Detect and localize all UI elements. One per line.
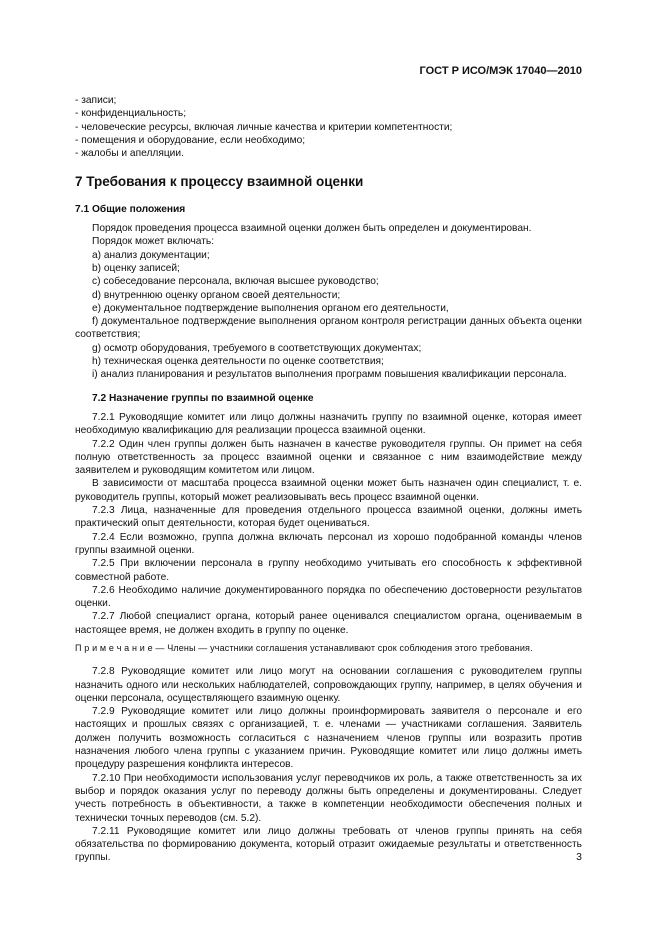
paragraph: 7.2.9 Руководящие комитет или лицо должны проинформировать заявителя о персонале и его настоящих и прошлых связях с организацией, т. е. членами — участниками соглашения. Заявитель должен получить возможность согласиться с назначением членов группы или возразить против назначения любого члена группы с указанием причин. Руководящие комитет или лицо должны иметь процедуру разрешения конфликта интересов. — [75, 706, 582, 771]
paragraph: В зависимости от масштаба процесса взаимной оценки может быть назначен один специалист, т. е. руководитель группы, который может реализовывать весь процесс взаимной оценки. — [75, 478, 582, 503]
list-item: e) документальное подтверждение выполнения органом его деятельности, — [92, 302, 449, 314]
list-item: - записи; — [75, 95, 117, 106]
paragraph: 7.2.8 Руководящие комитет или лицо могут на основании соглашения с руководителем группы назначить одного или нескольких наблюдателей, сопровождающих группу, например, в целях обучения и оценки персонала, осуществляющего взаимную оценку. — [75, 666, 582, 704]
page-number: 3 — [576, 851, 582, 863]
subsection-heading: 7.1 Общие положения — [75, 203, 186, 215]
bullet-list — [75, 94, 582, 160]
paragraph: 7.2.6 Необходимо наличие документированного порядка по обеспечению достоверности результатов оценки. — [75, 584, 582, 610]
page-header: ГОСТ Р ИСО/МЭК 17040—2010 — [419, 65, 582, 77]
note-text: — Члены — участники соглашения устанавливают срок соблюдения этого требования. — [152, 642, 533, 653]
section-heading: 7 Требования к процессу взаимной оценки — [75, 174, 364, 190]
list-item: g) осмотр оборудования, требуемого в соответствующих документах; — [92, 342, 422, 354]
paragraph: 7.2.11 Руководящие комитет или лицо должны требовать от членов группы принять на себя обязательства по формированию документа, который отразит ожидаемые результаты и ответственность группы. — [75, 825, 582, 864]
subsection-heading: 7.2 Назначение группы по взаимной оценке — [92, 392, 314, 404]
enumerated-list — [75, 249, 582, 382]
paragraph: 7.2.1 Руководящие комитет или лицо должны назначить группу по взаимной оценке, которая имеет необходимую квалификацию для реализации процесса взаимной оценки. — [75, 411, 582, 437]
page-content — [75, 94, 582, 865]
list-item: b) оценку записей; — [92, 262, 180, 274]
list-item: - человеческие ресурсы, включая личные качества и критерии компетентности; — [75, 121, 453, 133]
paragraph: 7.2.2 Один член группы должен быть назначен в качестве руководителя группы. Он примет на себя полную ответственность за процесс взаимной оценки и связанное с ним взаимодействие между заявителем и руководящим комитетом или лицом. — [75, 438, 582, 477]
list-item: f) документальное подтверждение выполнения органом контроля регистрации данных объекта оценки соответствия; — [75, 316, 582, 341]
paragraph: Порядок может включать: — [92, 236, 215, 248]
list-item: a) анализ документации; — [92, 249, 210, 261]
note-label: П р и м е ч а н и е — [75, 642, 153, 653]
list-item: i) анализ планирования и результатов выполнения программ повышения квалификации персонала. — [92, 369, 567, 381]
paragraph: 7.2.3 Лица, назначенные для проведения отдельного процесса взаимной оценки, должны иметь практический опыт деятельности, которая будет оцениваться. — [75, 505, 582, 530]
list-item: - конфиденциальность; — [75, 108, 187, 120]
list-item: c) собеседование персонала, включая высшее руководство; — [92, 276, 379, 288]
paragraph: Порядок проведения процесса взаимной оценки должен быть определен и документирован. — [92, 223, 532, 235]
list-item: - жалобы и апелляции. — [75, 148, 184, 160]
list-item: d) внутреннюю оценку органом своей деятельности; — [92, 289, 341, 301]
list-item: h) техническая оценка деятельности по оценке соответствия; — [92, 356, 384, 368]
paragraph: 7.2.10 При необходимости использования услуг переводчиков их роль, а также ответственность за их выбор и порядок оказания услуг по переводу должны быть определены и документированы. Следует учесть потребность в объективности, а также в компетенции необходимости обеспечения полных и технически точных переводов (см. 5.2). — [75, 772, 582, 824]
note — [75, 642, 582, 655]
paragraph: 7.2.5 При включении персонала в группу необходимо учитывать его способность к эффективной совместной работе. — [75, 558, 582, 583]
paragraph: 7.2.7 Любой специалист органа, который ранее оценивался специалистом органа, оцениваемым в настоящее время, не должен входить в группу по оценке. — [75, 611, 582, 636]
list-item: - помещения и оборудование, если необходимо; — [75, 134, 306, 146]
paragraph: 7.2.4 Если возможно, группа должна включать персонал из хорошо подобранной команды членов группы взаимной оценки. — [75, 531, 582, 556]
